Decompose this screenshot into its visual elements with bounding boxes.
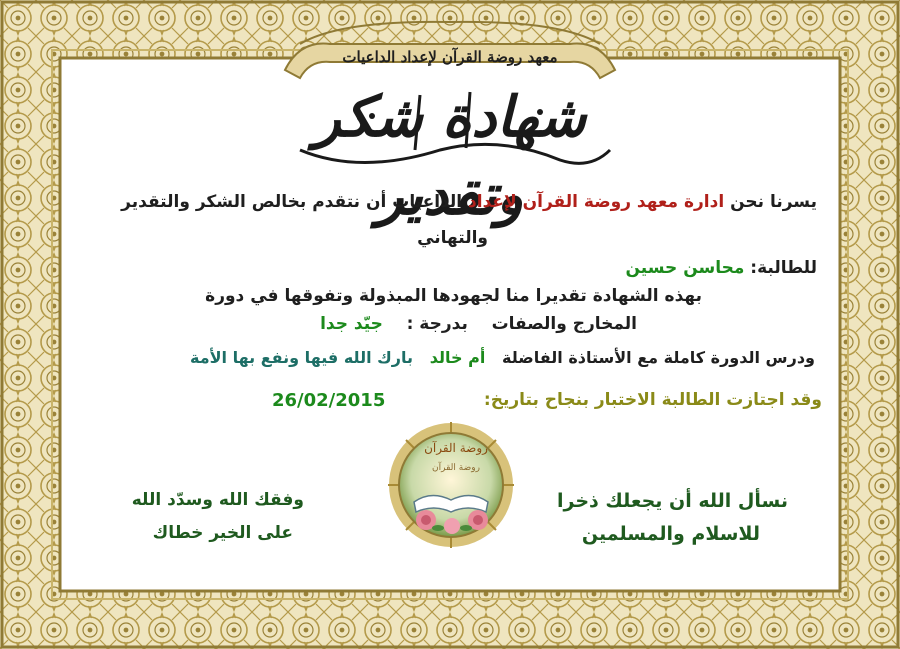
- course-grade-line: [320, 314, 637, 334]
- grade-value: جيّد جدا: [320, 314, 383, 334]
- seal-text-1: روضة القرآن: [424, 441, 488, 455]
- student-name: محاسن حسين: [625, 258, 745, 278]
- intro-line-2: والتهاني: [417, 228, 488, 248]
- footer-right-line-1: نسأل الله أن يجعلك ذخرا: [557, 490, 788, 512]
- pass-text: وقد اجتازت الطالبة الاختبار بنجاح بتاريخ:: [483, 390, 822, 410]
- intro-line: [121, 192, 817, 212]
- intro-text-a: يسرنا نحن: [730, 192, 817, 212]
- footer-right-line-2: للاسلام والمسلمين: [581, 523, 760, 545]
- teacher-name: أم خالد: [429, 348, 486, 367]
- student-line: [625, 258, 817, 278]
- course-name: المخارج والصفات: [491, 314, 637, 334]
- institute-name-red: ادارة معهد روضة القرآن لإعداد: [468, 192, 725, 212]
- footer-left-line-1: وفقك الله وسدّد الله: [131, 490, 304, 510]
- intro-text-c: الداعيات أن نتقدم بخالص الشكر والتقدير: [121, 192, 463, 212]
- pass-date: 26/02/2015: [272, 390, 386, 411]
- grade-label: بدرجة :: [406, 314, 468, 334]
- appreciation-line: بهذه الشهادة تقديرا منا لجهودها المبذولة وتفوقها في دورة: [205, 286, 702, 306]
- seal-text-2: روضة القرآن: [432, 463, 480, 473]
- teacher-intro: ودرس الدورة كاملة مع الأستاذة الفاضلة: [502, 348, 815, 367]
- blessing-text: بارك الله فيها ونفع بها الأمة: [189, 348, 414, 367]
- institute-ribbon-text: معهد روضة القرآن لإعداد الداعيات: [342, 48, 558, 66]
- certificate-title: شهادة شكر وتقدير: [313, 84, 587, 229]
- institute-seal-logo: [386, 420, 516, 550]
- teacher-line: [190, 348, 815, 367]
- footer-left-line-2: على الخير خطاك: [152, 523, 293, 543]
- student-label: للطالبة:: [750, 258, 817, 278]
